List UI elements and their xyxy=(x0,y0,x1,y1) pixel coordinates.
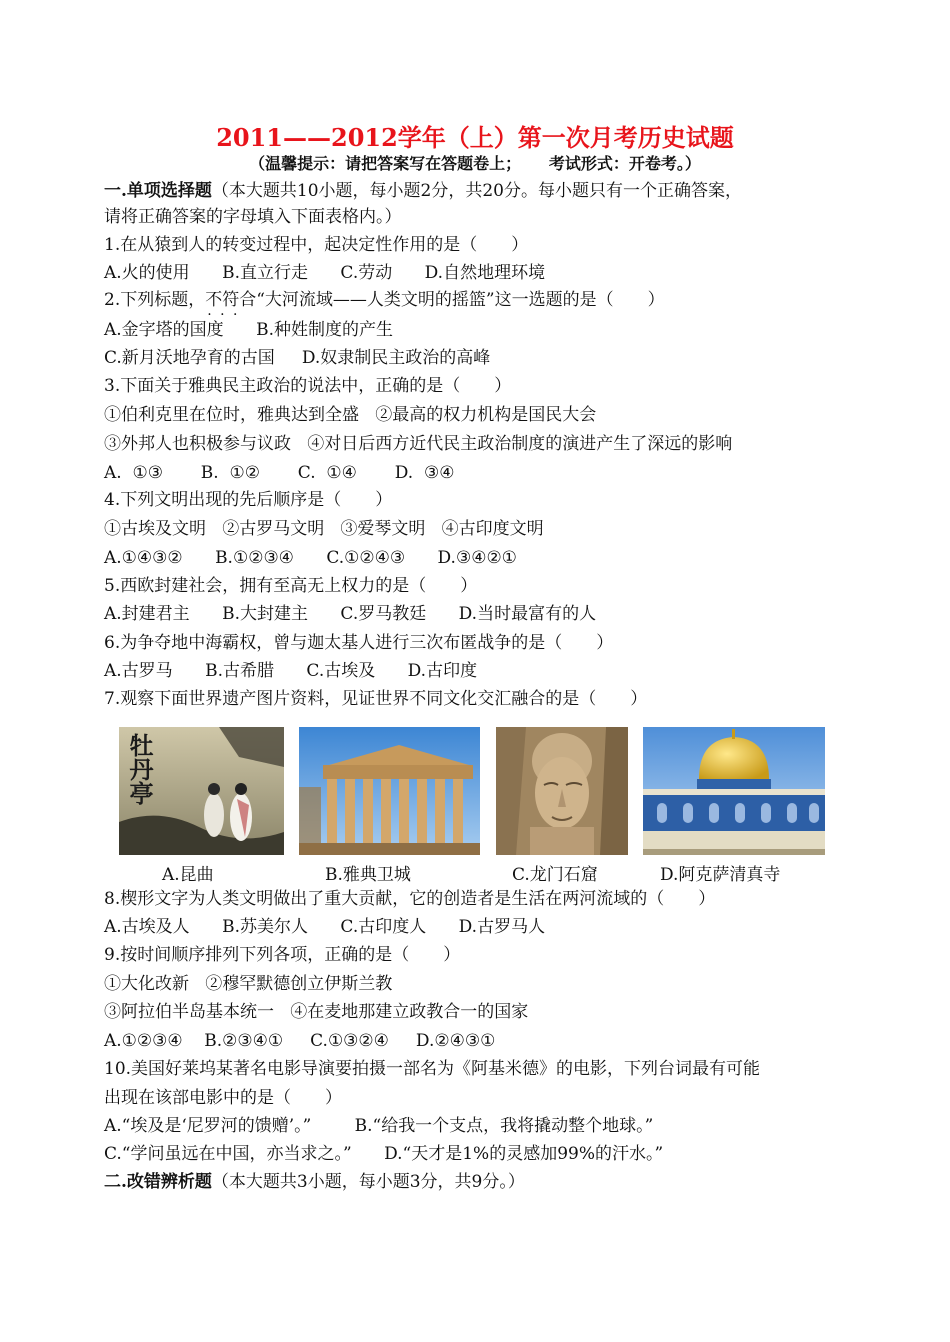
q1-options: A.火的使用 B.直立行走 C.劳动 D.自然地理环境 xyxy=(104,263,546,283)
kunqu-calligraphy: 牡丹亭 xyxy=(125,733,154,805)
q2-options-1: A.金字塔的国度 B.种姓制度的产生 xyxy=(104,320,393,340)
q5-options: A.封建君主 B.大封建主 C.罗马教廷 D.当时最富有的人 xyxy=(104,604,597,624)
q9-statements-1: ①大化改新 ②穆罕默德创立伊斯兰教 xyxy=(104,974,393,994)
q6-stem: 6.为争夺地中海霸权，曾与迦太基人进行三次布匿战争的是（ ） xyxy=(104,633,614,653)
q10-options-2: C.“学问虽远在中国，亦当求之。” D.“天才是1%的灵感加99%的汗水。” xyxy=(104,1144,664,1164)
q9-statements-2: ③阿拉伯半岛基本统一 ④在麦地那建立政教合一的国家 xyxy=(104,1002,529,1022)
q10-stem-1: 10.美国好莱坞某著名电影导演要拍摄一部名为《阿基米德》的电影，下列台词最有可能 xyxy=(104,1059,761,1079)
q4-stem: 4.下列文明出现的先后顺序是（ ） xyxy=(104,490,393,510)
q4-options: A.①④③② B.①②③④ C.①②④③ D.③④②① xyxy=(104,548,517,568)
section2-heading: 二.改错辨析题 xyxy=(104,1172,212,1192)
caption-a: A.昆曲 xyxy=(162,865,214,885)
q2-options-2: C.新月沃地孕育的古国 D.奴隶制民主政治的高峰 xyxy=(104,348,491,368)
q3-stem: 3.下面关于雅典民主政治的说法中，正确的是（ ） xyxy=(104,376,512,396)
q8-options: A.古埃及人 B.苏美尔人 C.古印度人 D.古罗马人 xyxy=(104,917,546,937)
section1-heading: 一.单项选择题 xyxy=(104,181,212,201)
q1-stem: 1.在从猿到人的转变过程中，起决定性作用的是（ ） xyxy=(104,235,529,255)
section2-header xyxy=(104,1171,525,1193)
q2-stem xyxy=(104,289,665,311)
section1-desc-2: 请将正确答案的字母填入下面表格内。） xyxy=(104,207,402,227)
q2-stem-b: “大河流域——人类文明的摇篮”这一选题的是（ ） xyxy=(256,290,665,310)
q5-stem: 5.西欧封建社会，拥有至高无上权力的是（ ） xyxy=(104,576,478,596)
q6-options: A.古罗马 B.古希腊 C.古埃及 D.古印度 xyxy=(104,661,478,681)
mosque-image xyxy=(643,727,825,855)
parthenon-image xyxy=(299,727,480,855)
q2-emphasis: 不符合 · · · xyxy=(205,290,256,310)
caption-d: D.阿克萨清真寺 xyxy=(660,865,781,885)
caption-c: C.龙门石窟 xyxy=(512,865,598,885)
q9-options: A.①②③④ B.②③④① C.①③②④ D.②④③① xyxy=(104,1031,496,1051)
caption-b: B.雅典卫城 xyxy=(325,865,411,885)
section1-header xyxy=(104,180,742,202)
q3-statements-1: ①伯利克里在位时，雅典达到全盛 ②最高的权力机构是国民大会 xyxy=(104,405,597,425)
longmen-image xyxy=(496,727,628,855)
q9-stem: 9.按时间顺序排列下列各项，正确的是（ ） xyxy=(104,945,461,965)
exam-title: 2011——2012学年（上）第一次月考历史试题 xyxy=(216,123,734,152)
kunqu-image xyxy=(119,727,284,855)
q2-stem-a: 2.下列标题， xyxy=(104,290,206,310)
q10-stem-2: 出现在该部电影中的是（ ） xyxy=(104,1088,342,1108)
q3-options: A. ①③ B. ①② C. ①④ D. ③④ xyxy=(104,463,455,483)
q4-statements: ①古埃及文明 ②古罗马文明 ③爱琴文明 ④古印度文明 xyxy=(104,519,544,539)
section2-desc: （本大题共3小题，每小题3分，共9分。） xyxy=(211,1172,525,1192)
q3-statements-2: ③外邦人也积极参与议政 ④对日后西方近代民主政治制度的演进产生了深远的影响 xyxy=(104,434,733,454)
exam-hint: （温馨提示：请把答案写在答题卷上； 考试形式：开卷考。） xyxy=(249,154,701,173)
q10-options-1: A.“埃及是‘尼罗河的馈赠’。” B.“给我一个支点，我将撬动整个地球。” xyxy=(104,1116,654,1136)
q8-stem: 8.楔形文字为人类文明做出了重大贡献，它的创造者是生活在两河流域的（ ） xyxy=(104,889,716,909)
q7-stem: 7.观察下面世界遗产图片资料，见证世界不同文化交汇融合的是（ ） xyxy=(104,689,648,709)
section1-desc-1: （本大题共10小题，每小题2分，共20分。每小题只有一个正确答案， xyxy=(211,181,743,201)
